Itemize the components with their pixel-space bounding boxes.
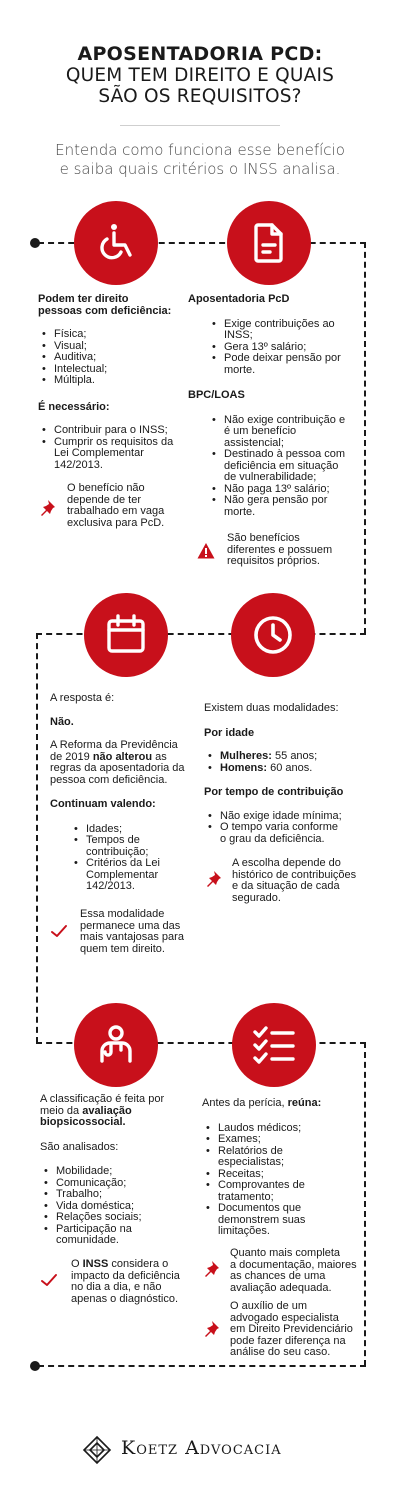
pin-icon	[38, 499, 56, 517]
still-valid-list	[74, 824, 200, 893]
list-item: • Mulheres: 55 anos;	[208, 751, 364, 763]
documents-list	[206, 1123, 362, 1238]
timeline-line	[364, 1042, 366, 1366]
list-item: • Documentos que demonstrem suas limitações.	[206, 1203, 362, 1238]
page-title	[0, 44, 400, 107]
age-heading: Por idade	[204, 726, 255, 739]
page-subtitle	[0, 141, 400, 179]
list-item: • Participação na comunidade.	[44, 1224, 200, 1247]
contribution-list	[208, 811, 364, 846]
list-item: • Auditiva;	[42, 352, 188, 364]
answer-intro: A resposta é:	[50, 692, 115, 704]
contribution-heading: Por tempo de contribuição	[204, 786, 344, 798]
subtitle-line-2: e saiba quais critérios o INSS analisa.	[59, 160, 341, 178]
clock-circle	[231, 593, 315, 677]
requirements-heading: É necessário:	[38, 400, 110, 413]
list-item: • Pode deixar pensão por morte.	[212, 353, 358, 376]
list-item: • Não paga 13º salário;	[212, 484, 358, 496]
eligibility-heading-2: pessoas com deficiência:	[38, 304, 172, 317]
section1-right	[188, 294, 358, 518]
warning-icon	[197, 542, 215, 560]
list-item: • Relatórios de especialistas;	[206, 1146, 362, 1169]
wheelchair-icon	[94, 221, 138, 265]
list-item: • Exige contribuições ao INSS;	[212, 319, 358, 342]
list-item: • Mobilidade;	[44, 1166, 200, 1178]
section2-right	[204, 703, 364, 845]
section3-left	[40, 1094, 200, 1247]
pin-icon	[202, 1320, 220, 1338]
requirements-list	[42, 425, 188, 471]
list-item: • Não gera pensão por morte.	[212, 495, 358, 518]
deficiency-types-list	[42, 329, 188, 387]
section1-left-note: O benefício não depende de ter trabalhado em vaga exclusiva para PcD.	[67, 482, 165, 529]
pin-icon	[202, 1260, 220, 1278]
timeline-line	[364, 242, 366, 634]
list-item: • Física;	[42, 329, 188, 341]
title-line-2: QUEM TEM DIREITO E QUAIS	[65, 65, 335, 86]
pcd-list	[212, 319, 358, 377]
list-item: • Trabalho;	[44, 1189, 200, 1201]
title-line-3: SÃO OS REQUISITOS?	[98, 86, 302, 107]
person-icon	[94, 1023, 138, 1067]
analyzed-intro: São analisados:	[40, 1140, 119, 1153]
timeline-end-dot	[30, 1361, 40, 1371]
wheelchair-circle	[74, 201, 158, 285]
section3-left-note: O INSS considera o impacto da deficiência no dia a dia, e não apenas o diagnóstico.	[71, 1258, 180, 1305]
footer-logo	[0, 1431, 400, 1467]
list-item: • Critérios da Lei Complementar 142/2013.	[74, 858, 200, 893]
logo-mark-icon	[82, 1435, 112, 1465]
timeline-line	[38, 1365, 366, 1367]
analyzed-list	[44, 1166, 200, 1247]
check-icon	[40, 1271, 58, 1289]
check-icon	[50, 922, 68, 940]
list-item: • Cumprir os requisitos da Lei Complementar 142/2013.	[42, 437, 188, 472]
list-item: • Visual;	[42, 341, 188, 353]
list-item: • Comunicação;	[44, 1178, 200, 1190]
calendar-circle	[84, 593, 168, 677]
list-item: • Tempos de contribuição;	[74, 835, 200, 858]
section3-right-note-1: Quanto mais completa a documentação, maiores as chances de uma avaliação adequada.	[230, 1247, 357, 1294]
list-item: • Não exige contribuição e é um benefício assistencial;	[212, 415, 358, 450]
pcd-heading: Aposentadoria PcD	[188, 293, 290, 305]
list-item: • Intelectual;	[42, 364, 188, 376]
calendar-icon	[104, 613, 148, 657]
list-item: • Receitas;	[206, 1169, 362, 1181]
section1-right-note: São benefícios diferentes e possuem requisitos próprios.	[227, 532, 333, 567]
list-item: • Laudos médicos;	[206, 1123, 362, 1135]
bpc-list	[212, 415, 358, 519]
brand-name: Koetz Advocacia	[121, 1437, 282, 1459]
section2-right-note: A escolha depende do histórico de contribuições e da situação de cada segurado.	[232, 857, 357, 904]
checklist-circle	[232, 1003, 316, 1087]
eligibility-heading-1: Podem ter direito	[38, 293, 129, 305]
reform-paragraph: A Reforma da Previdência de 2019 não alterou as regras da aposentadoria da pessoa com deficiência.	[50, 739, 185, 786]
person-circle	[74, 1003, 158, 1087]
list-item: • Gera 13º salário;	[212, 342, 358, 354]
list-item: • Comprovantes de tratamento;	[206, 1180, 362, 1203]
list-item: • Relações sociais;	[44, 1212, 200, 1224]
section2-left	[50, 693, 200, 893]
list-item: • Vida doméstica;	[44, 1201, 200, 1213]
modalities-intro: Existem duas modalidades:	[204, 702, 339, 714]
pin-icon	[204, 870, 222, 888]
section1-left	[38, 294, 188, 471]
section3-right	[202, 1098, 362, 1238]
title-divider	[120, 125, 280, 126]
list-item: • Destinado à pessoa com deficiência em situação de vulnerabilidade;	[212, 449, 358, 484]
document-circle	[227, 201, 311, 285]
still-valid-heading: Continuam valendo:	[50, 798, 156, 810]
section3-right-note-2: O auxílio de um advogado especialista em Direito Previdenciário pode fazer diferença na análise do seu caso.	[230, 1300, 353, 1358]
list-item: • Contribuir para o INSS;	[42, 425, 188, 437]
timeline-line	[36, 633, 38, 1043]
list-item: • O tempo varia conforme o grau da deficiência.	[208, 822, 364, 845]
gather-intro: Antes da perícia, reúna:	[202, 1097, 322, 1109]
list-item: • Homens: 60 anos.	[208, 763, 364, 775]
title-line-1: APOSENTADORIA PCD:	[77, 43, 323, 65]
list-item: • Não exige idade mínima;	[208, 811, 364, 823]
subtitle-line-1: Entenda como funciona esse benefício	[55, 141, 345, 159]
answer: Não.	[50, 715, 74, 728]
list-item: • Exames;	[206, 1134, 362, 1146]
section2-left-note: Essa modalidade permanece uma das mais vantajosas para quem tem direito.	[80, 908, 184, 955]
age-list	[208, 751, 364, 774]
checklist-icon	[252, 1023, 296, 1067]
clock-icon	[251, 613, 295, 657]
document-icon	[247, 221, 291, 265]
classification-paragraph: A classificação é feita por meio da avaliação biopsicossocial.	[40, 1093, 165, 1128]
list-item: • Múltipla.	[42, 375, 188, 387]
bpc-heading: BPC/LOAS	[188, 389, 245, 401]
list-item: • Idades;	[74, 824, 200, 836]
